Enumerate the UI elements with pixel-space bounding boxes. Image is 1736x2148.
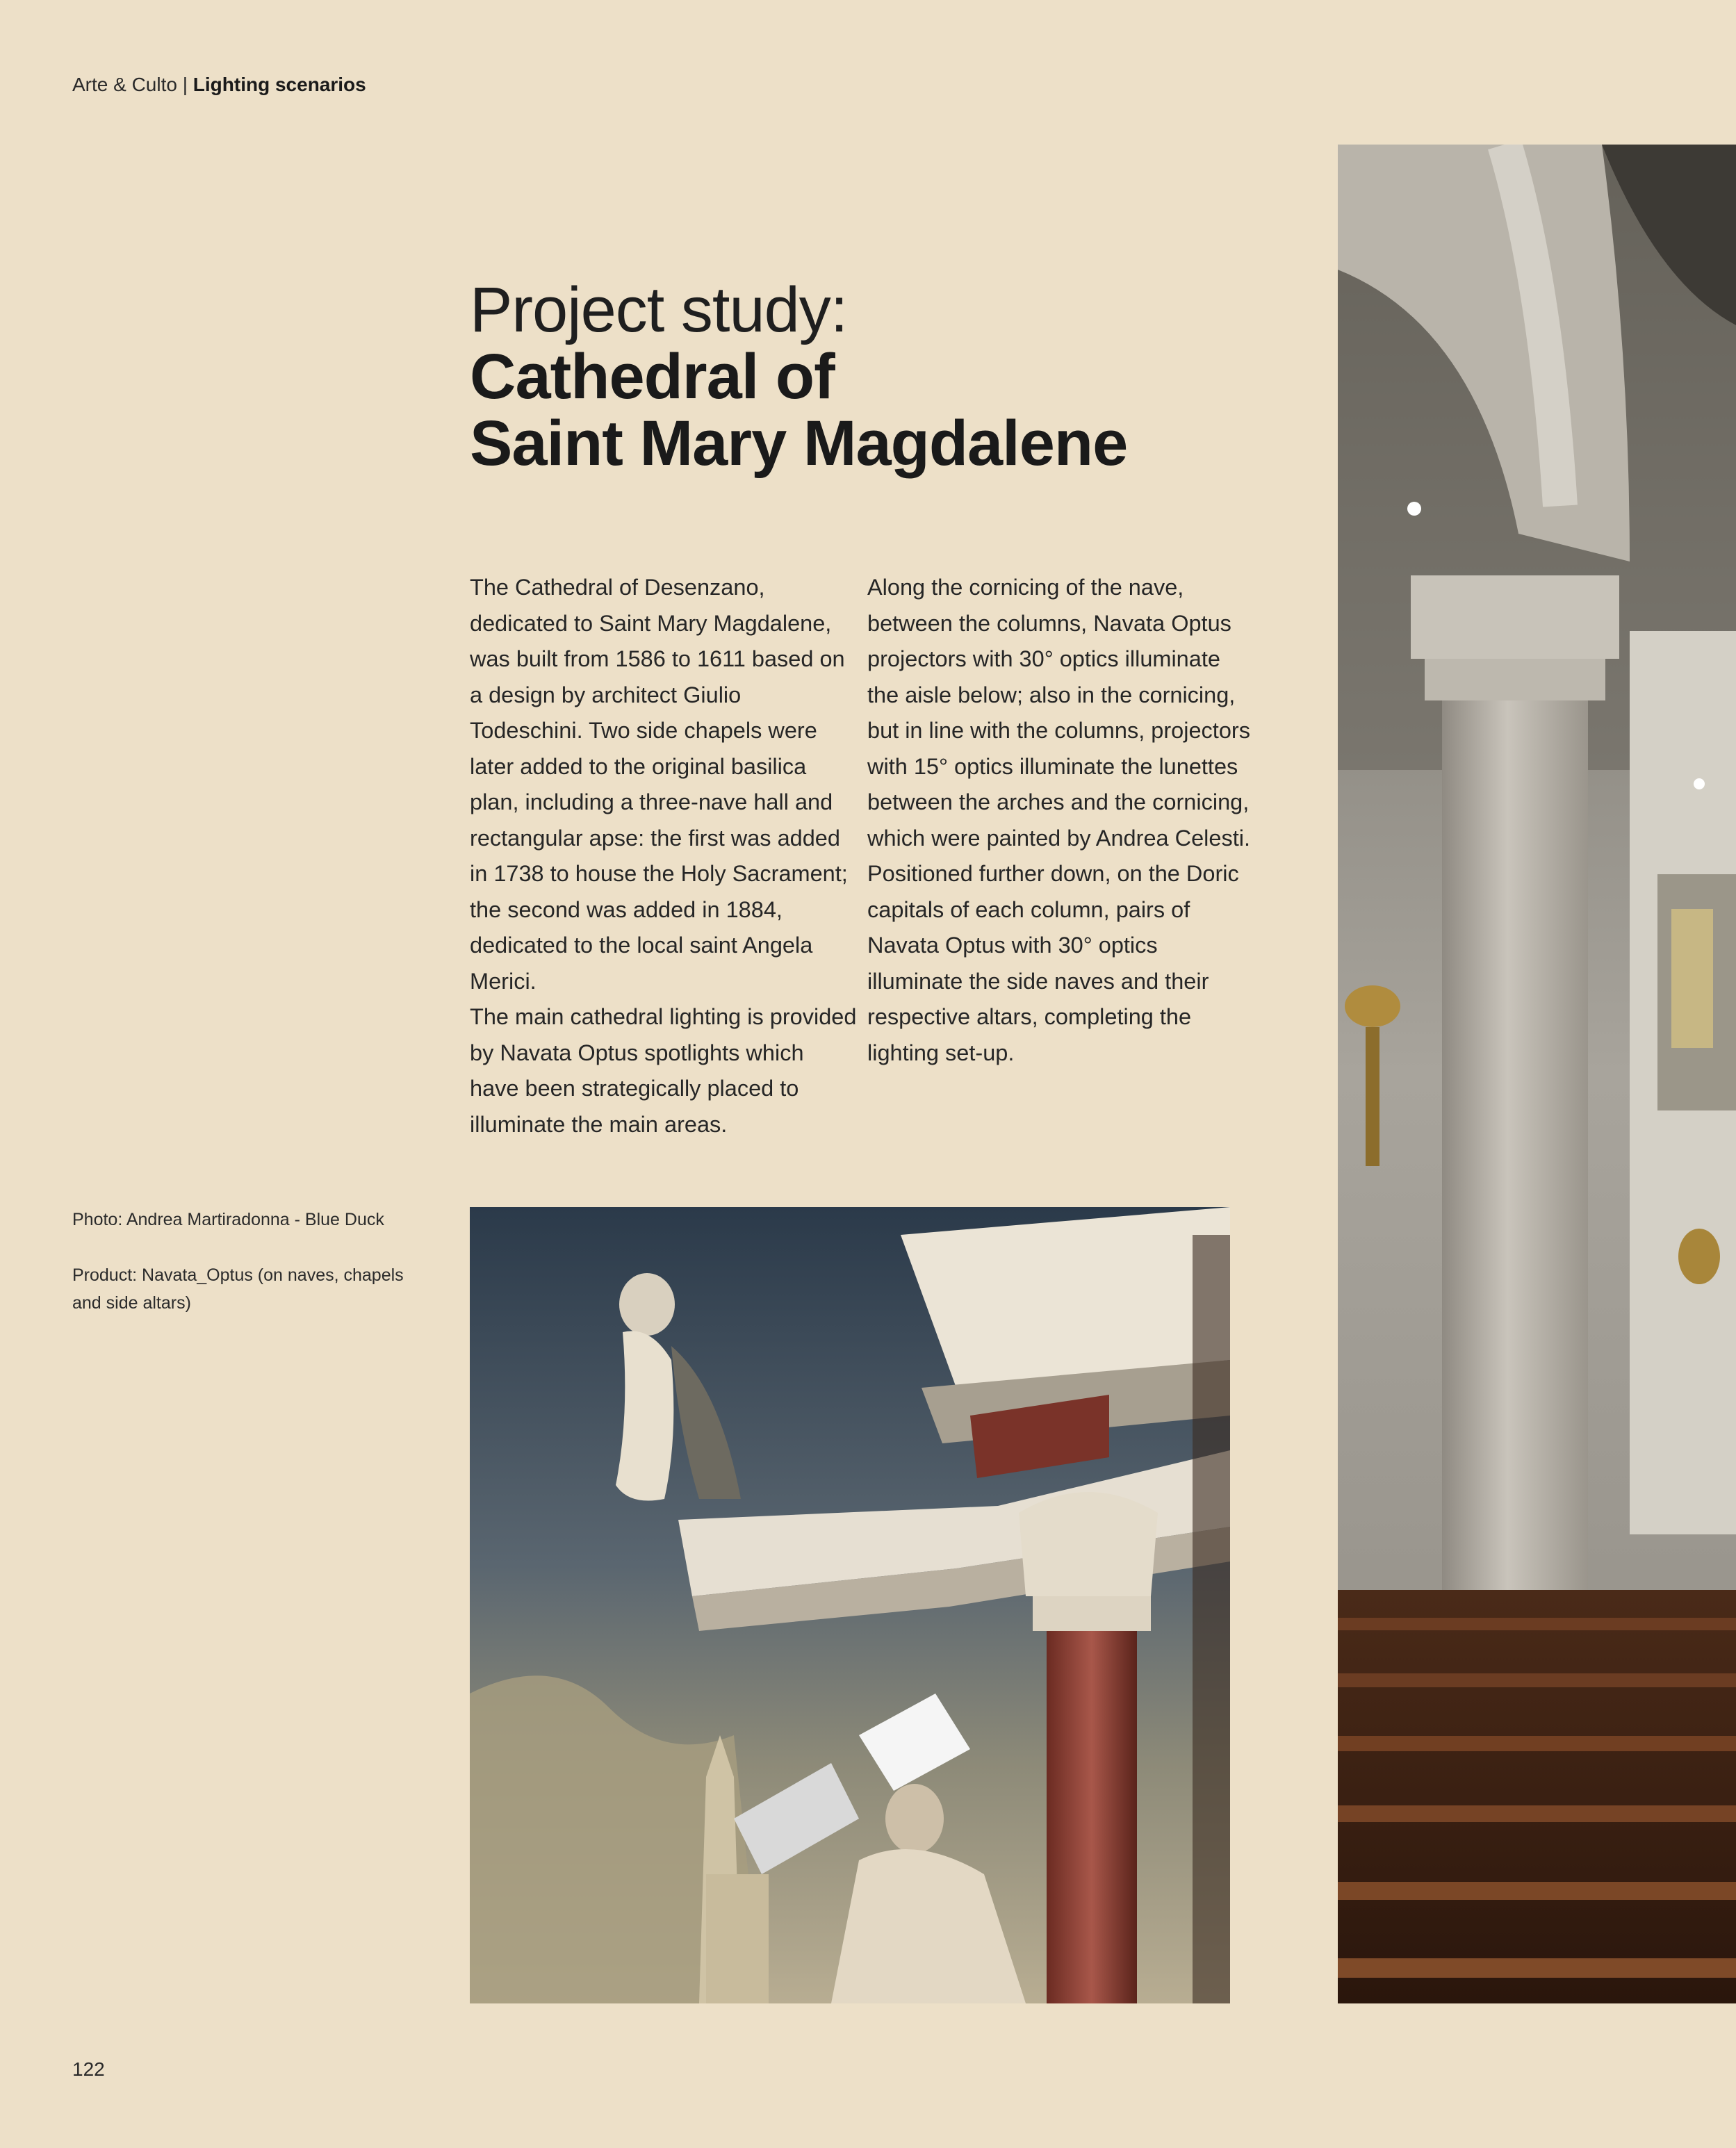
page-number: 122 (72, 2058, 105, 2080)
body-column-1 (470, 570, 859, 1142)
title-line-3: Saint Mary Magdalene (470, 408, 1128, 479)
running-header (72, 72, 366, 97)
page-title (470, 274, 1304, 479)
header-section: Arte & Culto | (72, 74, 188, 95)
product-caption: Product: Navata_Optus (on naves, chapels and side altars) (72, 1265, 404, 1313)
header-topic: Lighting scenarios (193, 74, 366, 95)
photo-credit: Photo: Andrea Martiradonna - Blue Duck (72, 1210, 384, 1229)
title-line-2: Cathedral of (470, 341, 835, 412)
body-paragraph: The Cathedral of Desenzano, dedicated to Saint Mary Magdalene, was built from 1586 to 1611 based on a design by architect Giulio Todeschini. Two side chapels were later added to the original basilica plan, including a three-nave hall and rectangular apse: the first was added in 1738 to house the Holy Sacrament; the second was added in 1884, dedicated to the local saint Angela Merici. (470, 575, 848, 994)
altar-detail-photo (470, 1207, 1230, 2003)
body-paragraph: Along the cornicing of the nave, between the columns, Navata Optus projectors with 30° optics illuminate the aisle below; also in the cornicing, but in line with the columns, projectors with 15° optics illuminate the lunettes between the arches and the cornicing, which were painted by Andrea Celesti. Positioned further down, on the Doric capitals of each column, pairs of Navata Optus with 30° optics illuminate the side naves and their respective altars, completing the lighting set-up. (867, 575, 1251, 1065)
body-paragraph: The main cathedral lighting is provided by Navata Optus spotlights which have been strategically placed to illuminate the main areas. (470, 1004, 857, 1137)
title-line-1: Project study: (470, 274, 848, 345)
body-column-2 (867, 570, 1256, 1071)
cathedral-nave-photo (1338, 145, 1736, 2003)
